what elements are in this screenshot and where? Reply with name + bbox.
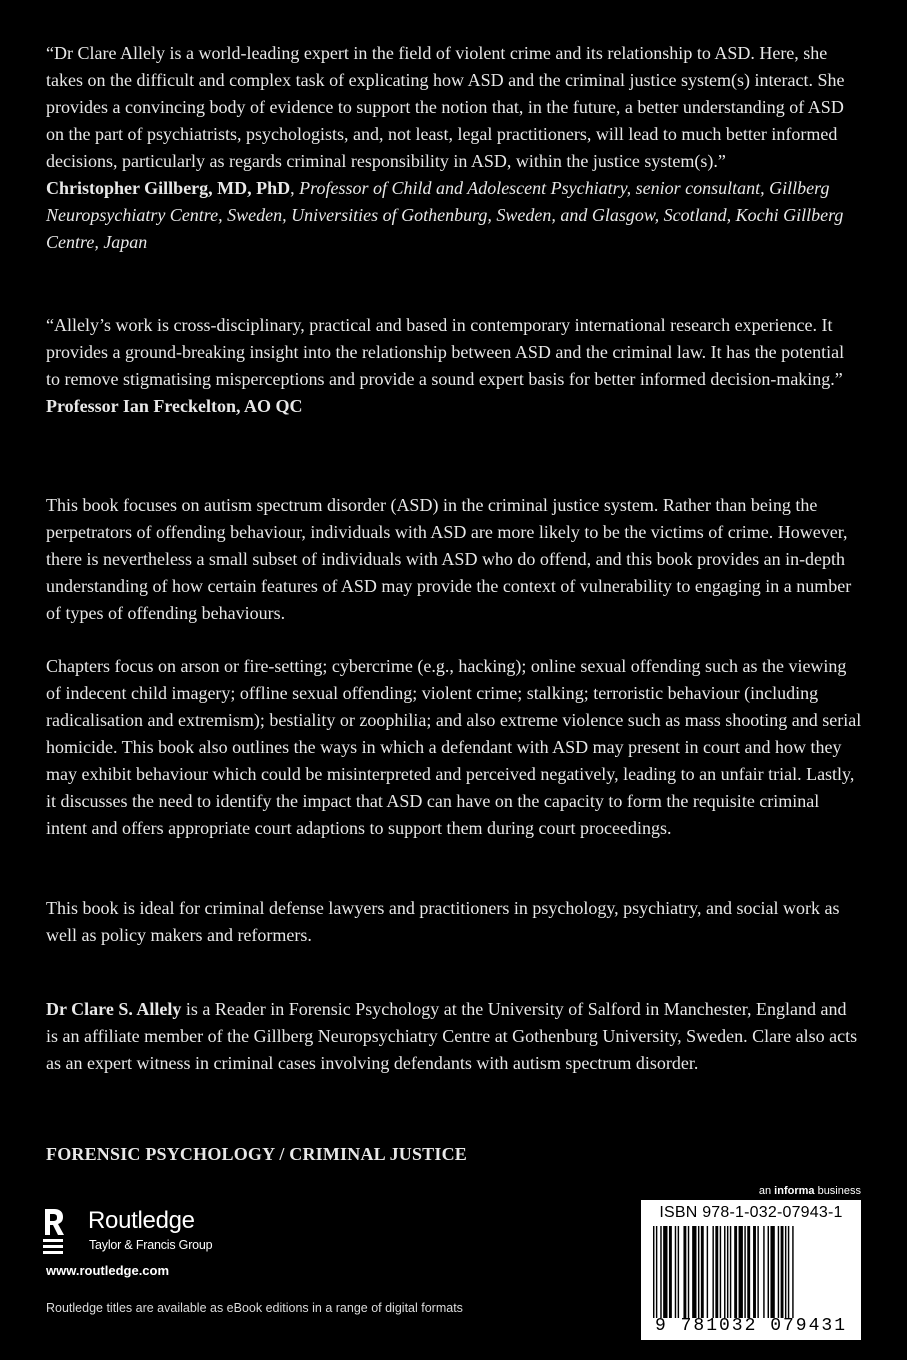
barcode-bar (781, 1226, 784, 1318)
barcode-bar (778, 1226, 779, 1318)
barcode-bar (660, 1226, 661, 1318)
barcode-digits: 9 781032 079431 (654, 1316, 848, 1336)
subject-category: FORENSIC PSYCHOLOGY / CRIMINAL JUSTICE (46, 1144, 467, 1164)
barcode-bar (788, 1226, 789, 1318)
barcode-bar (656, 1226, 657, 1318)
endorsement-gillberg: “Dr Clare Allely is a world-leading expert in the field of violent crime and its relationship to ASD. Here, she takes on the difficult and complex task of explicating how ASD and the criminal justice system(s) interact. She provides a convincing body of evidence to support the notion that, in the future, a better understanding of ASD on the part of psychiatrists, psychologists, and, not least, legal practitioners, will lead to much better informed decisions, particularly as regards criminal responsibility in ASD, within the justice system(s).” Christopher Gillberg, MD, PhD, Professor of Child and Adolescent Psychiatry, senior consultant, Gillberg Neuropsychiatry Centre, Sweden, Universities of Gothenburg, Sweden, and Glasgow, Scotland, Kochi Gillberg Centre, Japan (46, 43, 845, 252)
barcode-bar (792, 1226, 793, 1318)
routledge-r-icon (42, 1205, 64, 1260)
isbn-label: ISBN 978-1-032-07943-1 (659, 1204, 843, 1221)
barcode-bar (747, 1226, 750, 1318)
description-paragraph-3: This book is ideal for criminal defense lawyers and practitioners in psychology, psychiatry, and social work as well as policy makers and reformers. (46, 898, 840, 945)
barcode-bar (763, 1226, 764, 1318)
publisher-website: www.routledge.com (46, 1263, 170, 1278)
barcode-bar (753, 1226, 756, 1318)
barcode-bar (724, 1226, 725, 1318)
endorser-name: Christopher Gillberg, MD, PhD (46, 178, 291, 198)
barcode-bar (730, 1226, 731, 1318)
publisher-group: Taylor & Francis Group (89, 1238, 213, 1252)
endorsement-quote: “Dr Clare Allely is a world-leading expert in the field of violent crime and its relationship to ASD. Here, she takes on the difficult and complex task of explicating how ASD and the criminal justice system(s) interact. She provides a convincing body of evidence to support the notion that, in the future, a better understanding of ASD on the part of psychiatrists, psychologists, and, not least, legal practitioners, will lead to much better informed decisions, particularly as regards criminal responsibility in ASD, within the justice system(s).” (46, 43, 845, 171)
barcode-bar (744, 1226, 745, 1318)
informa-business-tagline (759, 1185, 861, 1197)
barcode-bar (734, 1226, 737, 1318)
author-bio-text: is a Reader in Forensic Psychology at the University of Salford in Manchester, England and is an affiliate member of the Gillberg Neuropsychiatry Centre at Gothenburg University, Sweden. Clare also acts as an expert witness in criminal cases involving defendants with autism spectrum disorder. (46, 999, 858, 1073)
publisher-logo (42, 1205, 262, 1260)
ebook-note: Routledge titles are available as eBook editions in a range of digital formats (46, 1301, 463, 1315)
barcode-bar (739, 1226, 743, 1318)
informa-prefix: an (758, 1185, 775, 1197)
barcode-bar (688, 1226, 689, 1318)
barcode-bar (785, 1226, 786, 1318)
barcode-bar (712, 1226, 713, 1318)
barcode-bar (715, 1226, 718, 1318)
barcode-bars (649, 1226, 853, 1318)
description-paragraph-2: Chapters focus on arson or fire-setting; cybercrime (e.g., hacking); online sexual offending such as the viewing of indecent child imagery; offline sexual offending; violent crime; stalking; terroristic behaviour (including radicalisation and extremism); bestiality or zoophilia; and also extreme violence such as mass shooting and serial homicide. This book also outlines the ways in which a defendant with ASD may present in court and how they may exhibit behaviour which could be misinterpreted and perceived negatively, leading to an unfair trial. Lastly, it discusses the need to identify the impact that ASD can have on the capacity to form the requisite criminal intent and offers appropriate court adaptions to support them during court proceedings. (46, 656, 862, 838)
barcode-bar (663, 1226, 667, 1318)
barcode-bar (757, 1226, 758, 1318)
endorsement-quote: “Allely’s work is cross-disciplinary, practical and based in contemporary international research experience. It provides a ground-breaking insight into the relationship between ASD and the criminal law. It has the potential to remove stigmatising misperceptions and provide a sound expert basis for better informed decision-making.” (46, 315, 845, 389)
informa-brand: informa (774, 1185, 815, 1197)
barcode-bar (768, 1226, 769, 1318)
description-paragraph-1: This book focuses on autism spectrum disorder (ASD) in the criminal justice system. Rather than being the perpetrators of offending behaviour, individuals with ASD are more likely to be the victims of crime. However, there is nevertheless a small subset of individuals with ASD who do offend, and this book provides an in-depth understanding of how certain features of ASD may provide the context of vulnerability to engaging in a number of types of offending behaviours. (46, 495, 852, 623)
barcode-bar (701, 1226, 704, 1318)
barcode-bar (707, 1226, 708, 1318)
barcode-bar (683, 1226, 686, 1318)
endorser-title: Professor of Child and Adolescent Psychiatry, senior consultant, Gillberg Neuropsychiatry Centre, Sweden, Universities of Gothenburg, Sweden, and Glasgow, Scotland, Kochi Gillberg Centre, Japan (46, 178, 844, 252)
barcode-bar (692, 1226, 696, 1318)
barcode-bar (727, 1226, 728, 1318)
isbn-barcode (641, 1200, 861, 1340)
endorsement-freckelton (46, 312, 862, 420)
informa-suffix: business (814, 1185, 861, 1197)
barcode-bar (720, 1226, 721, 1318)
author-bio (46, 996, 862, 1077)
barcode-bar (770, 1226, 774, 1318)
barcode-bar (669, 1226, 672, 1318)
barcode-bar (698, 1226, 699, 1318)
barcode-bar (653, 1226, 654, 1318)
barcode-bar (678, 1226, 679, 1318)
endorser-name: Professor Ian Freckelton, AO QC (46, 396, 303, 416)
barcode-bar (675, 1226, 676, 1318)
author-name: Dr Clare S. Allely (46, 999, 182, 1019)
publisher-name: Routledge (88, 1207, 195, 1234)
